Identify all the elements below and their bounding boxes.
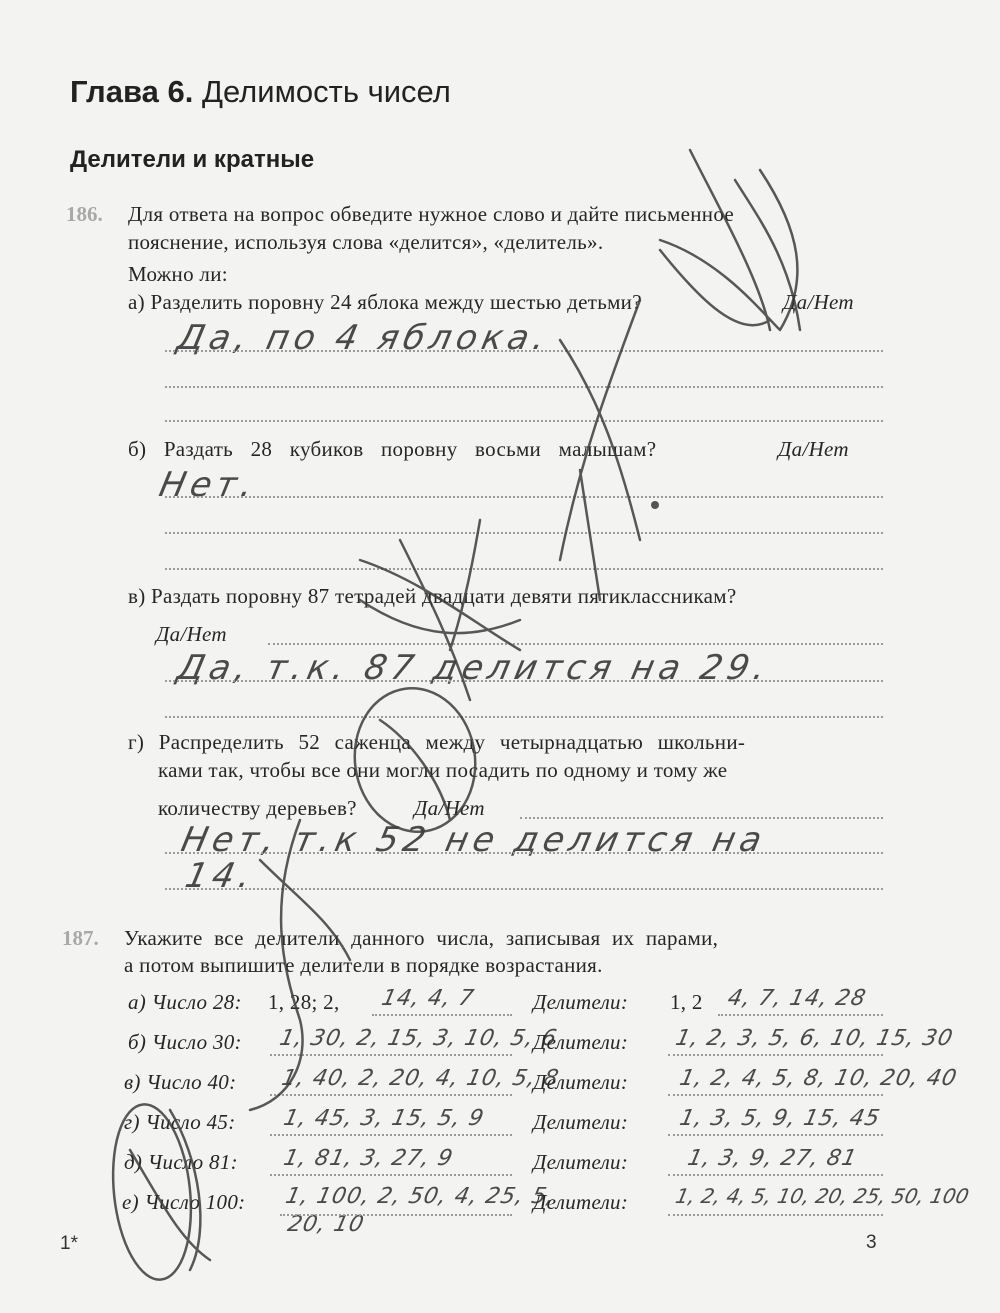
answer-line — [668, 1214, 883, 1216]
row-pairs-handwriting: 1, 45, 3, 15, 5, 9 — [281, 1106, 487, 1131]
answer-line — [165, 532, 883, 534]
page-number: 3 — [866, 1232, 877, 1253]
problem-186-text-line3: Можно ли: — [128, 262, 228, 286]
row-divisors-handwriting: 4, 7, 14, 28 — [725, 986, 869, 1011]
answer-line — [165, 568, 883, 570]
question-b-choice: Да/Нет — [778, 437, 849, 461]
row-divisors-handwriting: 1, 2, 4, 5, 10, 20, 25, 50, 100 — [673, 1184, 972, 1208]
divisors-label: Делители: — [533, 1110, 629, 1134]
scribble-stroke — [690, 150, 770, 330]
row-label: д) Число 81: — [124, 1150, 238, 1174]
row-label: а) Число 28: — [128, 990, 242, 1014]
scribble-stroke — [560, 300, 640, 560]
row-divisors-handwriting: 1, 2, 4, 5, 8, 10, 20, 40 — [677, 1066, 960, 1091]
question-c-choice: Да/Нет — [156, 622, 227, 646]
answer-line — [718, 1014, 883, 1016]
row-label: в) Число 40: — [124, 1070, 237, 1094]
answer-line — [668, 1094, 883, 1096]
answer-line — [165, 420, 883, 422]
question-d-line2: ками так, чтобы все они могли посадить по одному и тому же — [158, 758, 728, 782]
signature-mark: 1* — [60, 1233, 78, 1254]
divisors-label: Делители: — [533, 1150, 629, 1174]
row-divisors-handwriting: 1, 3, 5, 9, 15, 45 — [677, 1106, 883, 1131]
answer-line — [165, 496, 883, 498]
question-d-choice: Да/Нет — [414, 796, 485, 820]
divisors-label: Делители: — [533, 1070, 629, 1094]
answer-line — [280, 1214, 512, 1216]
pencil-dot — [651, 501, 659, 509]
question-a-choice: Да/Нет — [783, 290, 854, 314]
scribble-stroke — [580, 470, 600, 600]
row-pairs-handwriting: 14, 4, 7 — [379, 986, 477, 1011]
question-b: б) Раздать 28 кубиков поровну восьми малышам? — [128, 437, 657, 461]
question-d-line1: г) Распределить 52 саженца между четырнадцатью школьни- — [128, 730, 746, 754]
answer-line — [165, 680, 883, 682]
row-pairs-handwriting: 1, 81, 3, 27, 9 — [281, 1146, 456, 1171]
answer-line — [270, 1174, 512, 1176]
chapter-title: Делимость чисел — [201, 74, 451, 109]
row-pairs-handwriting: 1, 100, 2, 50, 4, 25, 5, — [283, 1184, 558, 1209]
problem-186-number: 186. — [66, 202, 103, 226]
question-d-line3: количеству деревьев? — [158, 796, 357, 820]
scribble-stroke — [660, 170, 797, 330]
divisors-label: Делители: — [533, 1030, 629, 1054]
answer-line — [165, 888, 883, 890]
section-title: Делители и кратные — [70, 146, 315, 173]
answer-d-handwriting-line2: 14. — [181, 856, 260, 896]
answer-line — [270, 1094, 512, 1096]
answer-line — [165, 386, 883, 388]
chapter-heading — [70, 74, 451, 110]
scribble-stroke — [660, 250, 770, 325]
problem-187-number: 187. — [62, 926, 99, 950]
answer-line — [372, 1014, 512, 1016]
answer-d-handwriting-line1: Нет, т.к 52 не делится на — [177, 820, 771, 860]
answer-line — [165, 716, 883, 718]
problem-186-text-line1: Для ответа на вопрос обведите нужное слово и дайте письменное — [128, 202, 735, 226]
problem-187-text-line1: Укажите все делители данного числа, записывая их парами, — [124, 926, 719, 950]
row-pairs-handwriting: 1, 40, 2, 20, 4, 10, 5, 8 — [279, 1066, 562, 1091]
row-pairs-handwriting-continued: 20, 10 — [285, 1212, 367, 1237]
row-divisors-handwriting: 1, 3, 9, 27, 81 — [685, 1146, 860, 1171]
row-divisors-handwriting: 1, 2, 3, 5, 6, 10, 15, 30 — [673, 1026, 956, 1051]
problem-187-text-line2: а потом выпишите делители в порядке возрастания. — [124, 953, 603, 977]
row-pairs-handwriting: 1, 30, 2, 15, 3, 10, 5, 6 — [277, 1026, 560, 1051]
answer-line — [270, 1054, 512, 1056]
answer-line — [668, 1174, 883, 1176]
answer-line — [520, 817, 883, 819]
question-c: в) Раздать поровну 87 тетрадей двадцати девяти пятиклассникам? — [128, 584, 737, 608]
question-a: а) Разделить поровну 24 яблока между шестью детьми? — [128, 290, 642, 314]
answer-line — [668, 1054, 883, 1056]
answer-line — [268, 643, 883, 645]
answer-c-handwriting: Да, т.к. 87 делится на 29. — [173, 648, 775, 688]
row-label: б) Число 30: — [128, 1030, 242, 1054]
answer-line — [270, 1134, 512, 1136]
problem-186-text-line2: пояснение, используя слова «делится», «делитель». — [128, 230, 604, 254]
answer-line — [668, 1134, 883, 1136]
row-label: е) Число 100: — [122, 1190, 246, 1214]
answer-a-handwriting: Да, по 4 яблока. — [173, 318, 554, 358]
answer-line — [165, 852, 883, 854]
chapter-label: Глава 6. — [70, 74, 194, 109]
answer-b-handwriting: Нет. — [155, 465, 262, 505]
divisors-label: Делители: — [533, 990, 629, 1014]
row-printed-pairs: 1, 28; 2, — [268, 990, 340, 1014]
divisors-label: Делители: — [533, 1190, 629, 1214]
row-printed-divisors: 1, 2 — [670, 990, 703, 1014]
answer-line — [165, 350, 883, 352]
row-label: г) Число 45: — [124, 1110, 236, 1134]
